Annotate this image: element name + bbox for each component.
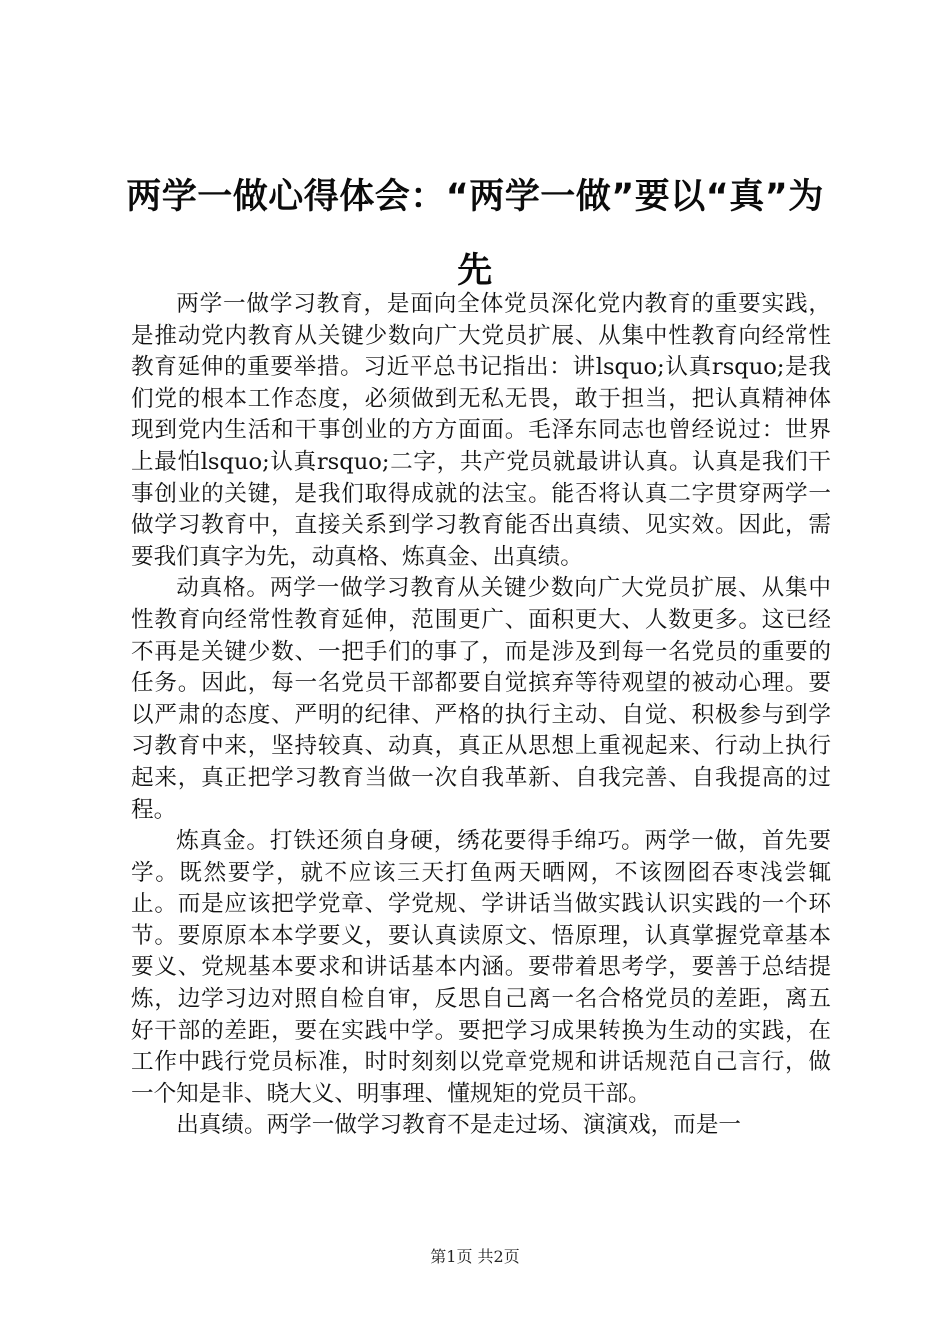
paragraph-intro: 两学一做学习教育，是面向全体党员深化党内教育的重要实践，是推动党内教育从关键少数向广大党员扩展、从集中性教育向经常性教育延伸的重要举措。习近平总书记指出：讲lsquo;认真rsquo;是我们党的根本工作态度，必须做到无私无畏，敢于担当，把认真精神体现到党内生活和干事创业的方方面面。毛泽东同志也曾经说过：世界上最怕lsquo;认真rsquo;二字，共产党员就最讲认真。认真是我们干事创业的关键，是我们取得成就的法宝。能否将认真二字贯穿两学一做学习教育中，直接关系到学习教育能否出真绩、见实效。因此，需要我们真字为先，动真格、炼真金、出真绩。 [131,291,831,570]
paragraph-chu-zhen-ji: 出真绩。两学一做学习教育不是走过场、演演戏，而是一 [176,1112,742,1139]
document-title: 两学一做心得体会：“两学一做”要以“真”为先 [126,177,824,291]
paragraph-lian-zhen-jin: 炼真金。打铁还须自身硬，绣花要得手绵巧。两学一做，首先要学。既然要学，就不应该三天打鱼两天晒网，不该囫囵吞枣浅尝辄止。而是应该把学党章、学党规、学讲话当做实践认识实践的一个环节。要原原本本学要义，要认真读原文、悟原理，认真掌握党章基本要义、党规基本要求和讲话基本内涵。要带着思考学，要善于总结提炼，边学习边对照自检自审，反思自己离一名合格党员的差距，离五好干部的差距，要在实践中学。要把学习成果转换为生动的实践，在工作中践行党员标准，时时刻刻以党章党规和讲话规范自己言行，做一个知是非、晓大义、明事理、懂规矩的党员干部。 [131,828,831,1107]
page-number-footer: 第1页 共2页 [430,1247,520,1266]
document-body [131,289,831,1142]
paragraph-dong-zhen-ge: 动真格。两学一做学习教育从关键少数向广大党员扩展、从集中性教育向经常性教育延伸，范围更广、面积更大、人数更多。这已经不再是关键少数、一把手们的事了，而是涉及到每一名党员的重要的任务。因此，每一名党员干部都要自觉摈弃等待观望的被动心理。要以严肃的态度、严明的纪律、严格的执行主动、自觉、积极参与到学习教育中来，坚持较真、动真，真正从思想上重视起来、行动上执行起来，真正把学习教育当做一次自我革新、自我完善、自我提高的过程。 [131,575,831,823]
